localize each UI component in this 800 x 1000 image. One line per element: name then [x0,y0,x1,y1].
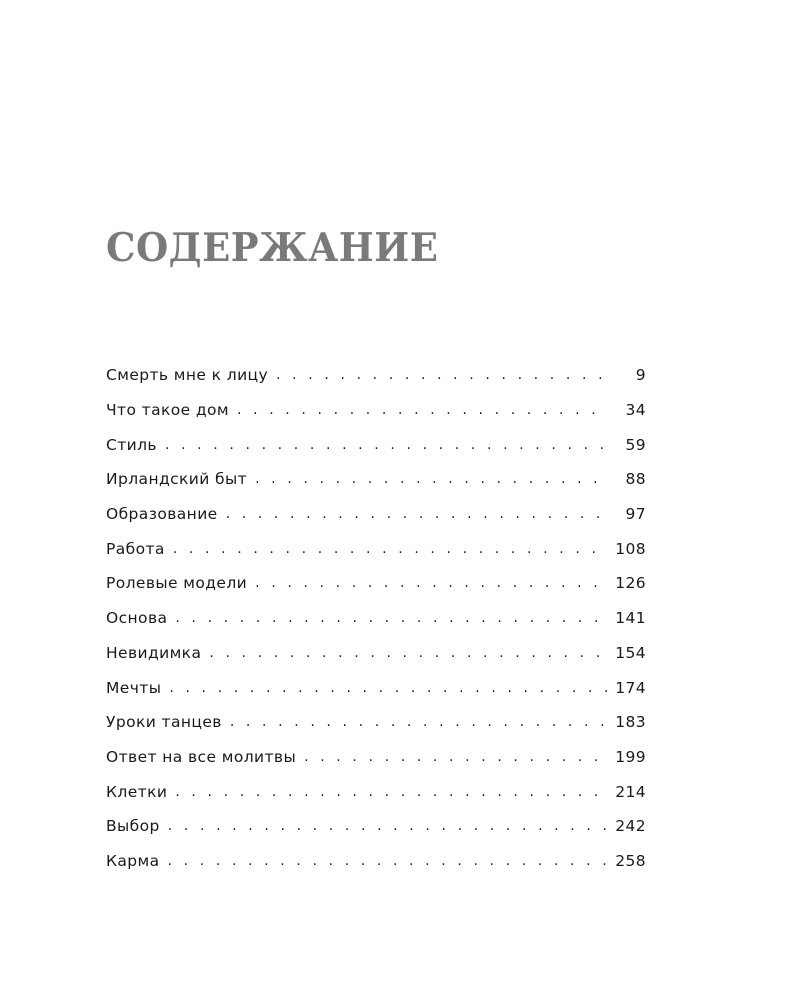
toc-entry-page: 88 [625,470,646,489]
toc-entry [106,705,646,740]
toc-entry-label: Выбор [106,817,160,836]
toc-entry [106,427,646,462]
toc-entry [106,670,646,705]
toc-entry [106,844,646,879]
toc-entry-label: Стиль [106,435,157,454]
toc-entry-page: 154 [615,643,646,662]
toc-entry-label: Что такое дом [106,401,229,420]
toc-entry-page: 174 [615,678,646,697]
toc-dot-leader [168,853,608,869]
toc-entry-label: Карма [106,851,160,870]
toc-dot-leader [304,749,608,765]
toc-dot-leader [209,645,608,661]
toc-dot-leader [175,784,608,800]
toc-entry [106,566,646,601]
toc-entry-page: 141 [615,609,646,628]
toc-entry [106,462,646,497]
toc-dot-leader [169,680,608,696]
toc-entry-label: Клетки [106,782,168,801]
toc-entry-label: Уроки танцев [106,713,222,732]
toc-entry-page: 242 [615,817,646,836]
toc-entry-label: Образование [106,505,218,524]
toc-entry-page: 59 [625,435,646,454]
toc-entry [106,358,646,393]
toc-entry-page: 126 [615,574,646,593]
toc-entry-label: Смерть мне к лицу [106,366,269,385]
toc-entry [106,636,646,671]
toc-dot-leader [276,367,608,383]
toc-dot-leader [230,714,608,730]
toc-entry-label: Мечты [106,678,162,697]
toc-entry-label: Ирландский быт [106,470,248,489]
toc-dot-leader [226,506,608,522]
toc-dot-leader [255,575,608,591]
toc-entry-page: 183 [615,713,646,732]
toc-entry [106,774,646,809]
toc-entry-label: Основа [106,609,168,628]
toc-dot-leader [165,437,608,453]
toc-entry [106,740,646,775]
toc-dot-leader [237,402,608,418]
toc-title: СОДЕРЖАНИЕ [106,224,439,271]
toc-dot-leader [175,610,608,626]
toc-entry-page: 108 [615,539,646,558]
toc-entry-page: 34 [625,401,646,420]
toc-entry [106,497,646,532]
toc-list [106,358,646,878]
toc-dot-leader [168,818,608,834]
toc-entry [106,809,646,844]
toc-entry [106,531,646,566]
toc-entry-page: 199 [615,747,646,766]
toc-dot-leader [255,471,608,487]
toc-entry-page: 214 [615,782,646,801]
toc-entry-page: 258 [615,851,646,870]
toc-entry-label: Ответ на все молитвы [106,747,297,766]
toc-dot-leader [173,541,608,557]
toc-entry [106,393,646,428]
toc-entry-page: 97 [625,505,646,524]
toc-entry-label: Работа [106,539,165,558]
toc-entry-page: 9 [635,366,646,385]
toc-entry-label: Невидимка [106,643,202,662]
toc-entry [106,601,646,636]
toc-entry-label: Ролевые модели [106,574,248,593]
